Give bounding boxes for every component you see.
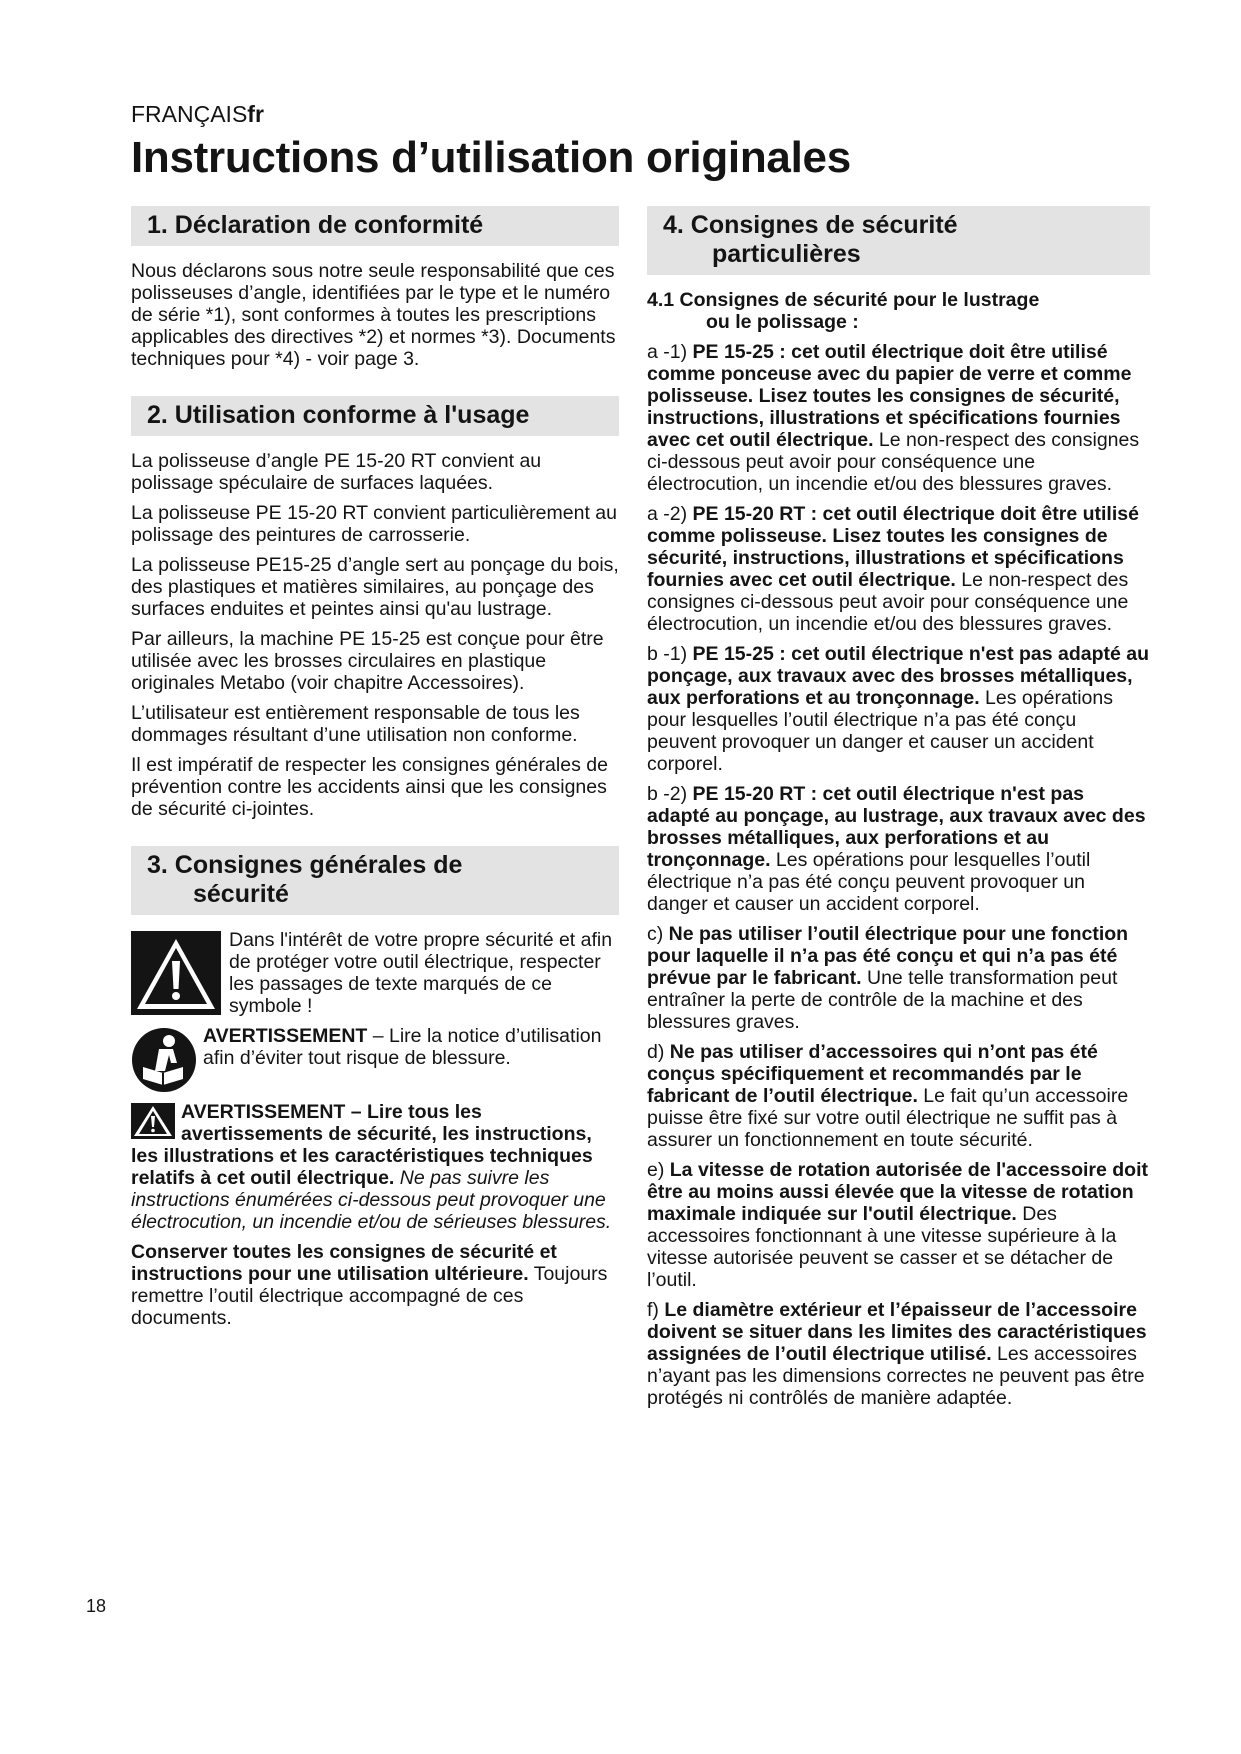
section-3-heading-line-1: 3. Consignes générales de [147, 851, 463, 879]
list-item [647, 643, 1150, 775]
safety-symbol-text: Dans l'intérêt de votre propre sécurité et afin de protéger votre outil électrique, respecter les passages de texte marqués de ce symbole ! [229, 929, 613, 1017]
general-warning-bold: AVERTISSEMENT – Lire tous les avertissements de sécurité, les instructions, les illustrations et les caractéristiques techniques relatifs à cet outil électrique. [131, 1101, 593, 1189]
usage-paragraph-3: La polisseuse PE15-25 d’angle sert au ponçage du bois, des plastiques et matières similaires, au ponçage des surfaces enduites et peintes ainsi qu'au lustrage. [131, 554, 619, 620]
item-text: Les opérations pour lesquelles l’outil électrique n’a pas été conçu peuvent provoquer un danger et causer un accident corporel. [647, 687, 1113, 775]
list-item [647, 1041, 1150, 1151]
usage-paragraph-2: La polisseuse PE 15-20 RT convient particulièrement au polissage des peintures de carrosserie. [131, 502, 617, 546]
keep-instructions-bold: Conserver toutes les consignes de sécurité et instructions pour une utilisation ultérieure. [131, 1241, 557, 1285]
item-bold: La vitesse de rotation autorisée de l'accessoire doit être au moins aussi élevée que la vitesse de rotation maximale indiquée sur l'outil électrique. [647, 1159, 1148, 1225]
item-label: a -1) [647, 341, 693, 363]
read-manual-text [203, 1025, 619, 1069]
warning-triangle-icon [131, 931, 221, 1015]
read-manual-icon [131, 1027, 197, 1093]
general-warning-paragraph [131, 1101, 619, 1233]
item-bold: PE 15-20 RT : cet outil électrique doit être utilisé comme polisseuse. Lisez toutes les consignes de sécurité, instructions, illustrations et spécifications fournies avec cet outil électrique. [647, 503, 1139, 591]
item-text: Les opérations pour lesquelles l’outil électrique n’a pas été conçu peuvent provoquer un danger et causer un accident corporel. [647, 849, 1091, 915]
item-text: Une telle transformation peut entraîner la perte de contrôle de la machine et des blessures graves. [647, 967, 1118, 1033]
list-item [647, 923, 1150, 1033]
section-4-heading [647, 206, 1150, 275]
item-label: b -1) [647, 643, 693, 665]
subsection-4-1-heading [647, 289, 1150, 333]
item-text: Le fait qu’un accessoire puisse être fixé sur votre outil électrique ne suffit pas à assurer un fonctionnement en toute sécurité. [647, 1085, 1129, 1151]
item-label: d) [647, 1041, 670, 1063]
usage-paragraph-5: L’utilisateur est entièrement responsable de tous les dommages résultant d’une utilisation non conforme. [131, 702, 580, 746]
general-warning-italic: Ne pas suivre les instructions énumérées ci-dessous peut provoquer une électrocution, un incendie et/ou de sérieuses blessures. [131, 1167, 612, 1233]
page-title: Instructions d’utilisation originales [131, 133, 851, 182]
left-column [131, 206, 619, 1337]
read-manual-block [131, 1025, 619, 1093]
section-3-heading [131, 846, 619, 915]
usage-paragraph-4: Par ailleurs, la machine PE 15-25 est conçue pour être utilisée avec les brosses circulaires en plastique originales Metabo (voir chapitre Accessoires). [131, 628, 604, 694]
item-bold: PE 15-25 : cet outil électrique n'est pas adapté au ponçage, aux travaux avec des brosses métalliques, aux perforations et au tronçonnage. [647, 643, 1150, 709]
subsection-4-1-line-1: 4.1 Consignes de sécurité pour le lustrage [647, 289, 1040, 311]
read-manual-body: – Lire la notice d’utilisation afin d’éviter tout risque de blessure. [203, 1025, 602, 1069]
language-name: FRANÇAIS [131, 101, 248, 127]
language-label [131, 100, 264, 128]
item-text: Le non-respect des consignes ci-dessous peut avoir pour conséquence une électrocution, un incendie et/ou des blessures graves. [647, 569, 1129, 635]
list-item [647, 1159, 1150, 1291]
conformity-paragraph: Nous déclarons sous notre seule responsabilité que ces polisseuses d’angle, identifiées par le type et le numéro de série *1), sont conformes à toutes les prescriptions applicables des directives *2) et normes *3). Documents techniques pour *4) - voir page 3. [131, 260, 616, 370]
item-bold: PE 15-20 RT : cet outil électrique n'est pas adapté au ponçage, au lustrage, aux travaux avec des brosses métalliques, aux perforations et au tronçonnage. [647, 783, 1146, 871]
item-bold: PE 15-25 : cet outil électrique doit être utilisé comme ponceuse avec du papier de verre et comme polisseuse. Lisez toutes les consignes de sécurité, instructions, illustrations et spécifications fournies avec cet outil électrique. [647, 341, 1132, 451]
item-text: Des accessoires fonctionnant à une vitesse supérieure à la vitesse autorisée peuvent se casser et se détacher de l’outil. [647, 1203, 1117, 1291]
section-4-heading-line-1: 4. Consignes de sécurité [663, 211, 958, 239]
read-manual-bold: AVERTISSEMENT [203, 1025, 368, 1047]
language-code: fr [247, 101, 264, 127]
item-text: Les accessoires n’ayant pas les dimensions correctes ne peuvent pas être protégés ni contrôlés de manière adaptée. [647, 1343, 1145, 1409]
subsection-4-1-line-2: ou le polissage : [706, 311, 859, 333]
item-bold: Ne pas utiliser d’accessoires qui n’ont pas été conçus spécifiquement et recommandés par le fabricant de l’outil électrique. [647, 1041, 1098, 1107]
item-label: c) [647, 923, 669, 945]
keep-instructions-paragraph [131, 1241, 619, 1329]
item-text: Le non-respect des consignes ci-dessous peut avoir pour conséquence une électrocution, un incendie et/ou des blessures graves. [647, 429, 1140, 495]
item-label: f) [647, 1299, 665, 1321]
safety-symbol-block [131, 929, 619, 1017]
list-item [647, 503, 1150, 635]
section-1-heading: 1. Déclaration de conformité [131, 206, 619, 246]
section-4-heading-line-2: particulières [712, 240, 861, 268]
page-number: 18 [86, 1596, 107, 1616]
keep-instructions-body: Toujours remettre l’outil électrique accompagné de ces documents. [131, 1263, 608, 1329]
item-label: e) [647, 1159, 670, 1181]
usage-paragraph-1: La polisseuse d’angle PE 15-20 RT convient au polissage spéculaire de surfaces laquées. [131, 450, 542, 494]
right-column [647, 206, 1150, 1417]
item-label: b -2) [647, 783, 693, 805]
item-bold: Ne pas utiliser l’outil électrique pour une fonction pour laquelle il n’a pas été conçu et qui n’a pas été prévue par le fabricant. [647, 923, 1129, 989]
warning-small-icon [131, 1103, 175, 1139]
list-item [647, 1299, 1150, 1409]
item-label: a -2) [647, 503, 693, 525]
item-bold: Le diamètre extérieur et l’épaisseur de l’accessoire doivent se situer dans les limites des caractéristiques assignées de l’outil électrique utilisé. [647, 1299, 1147, 1365]
section-2-heading: 2. Utilisation conforme à l'usage [131, 396, 619, 436]
usage-paragraph-6: Il est impératif de respecter les consignes générales de prévention contre les accidents ainsi que les consignes de sécurité ci-jointes. [131, 754, 608, 820]
list-item [647, 783, 1150, 915]
list-item [647, 341, 1150, 495]
section-3-heading-line-2: sécurité [193, 880, 289, 908]
